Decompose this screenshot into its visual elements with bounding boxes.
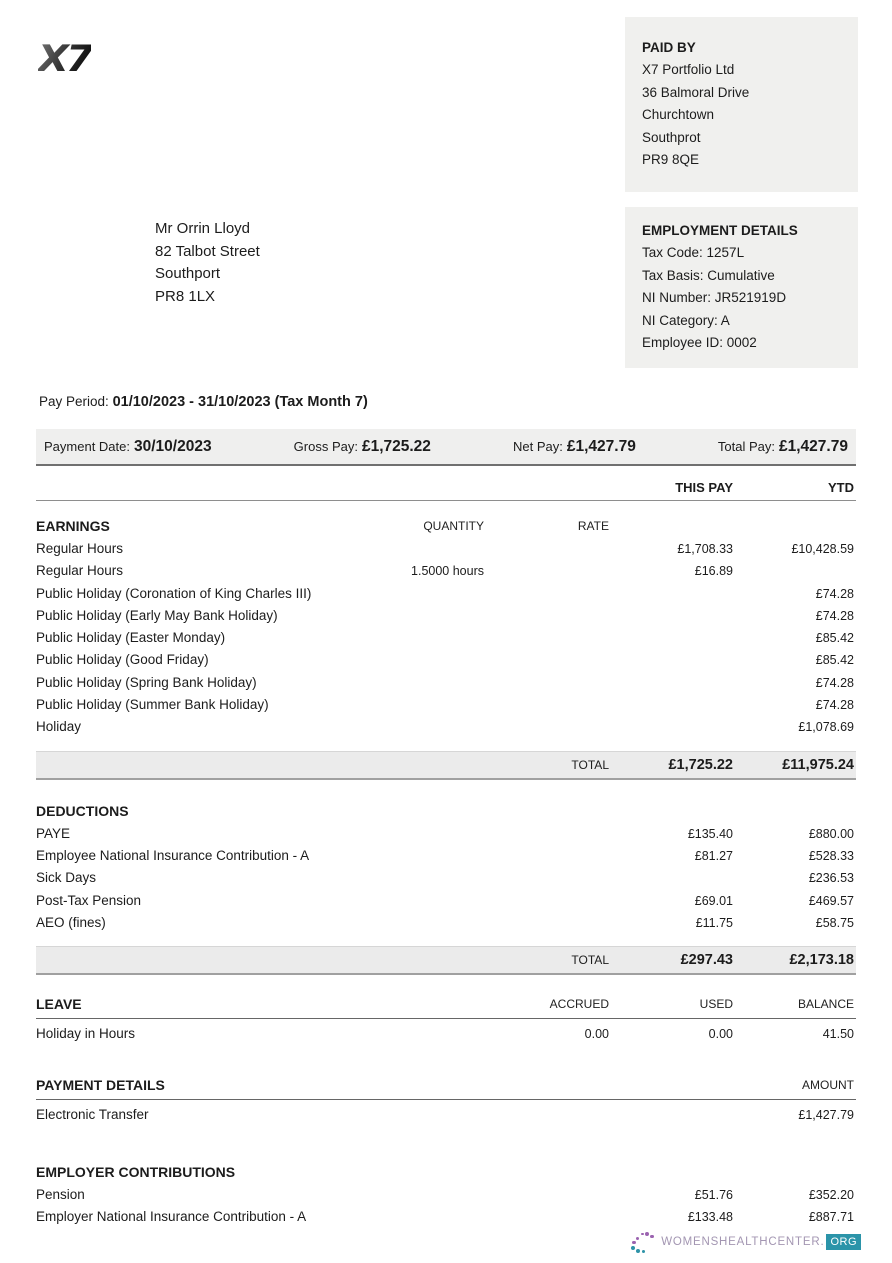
earnings-total-this-pay: £1,725.22 [668,756,733,773]
pay-period-label: Pay Period: [39,394,109,409]
ytd-cell: £880.00 [808,826,854,841]
used-header: USED [699,997,733,1012]
payslip-table [36,479,856,1228]
employee-street: 82 Talbot Street [155,242,260,260]
this-pay-cell: £1,708.33 [677,542,733,556]
deduction-row [36,890,856,912]
payment-date: Payment Date: 30/10/2023 [44,437,212,455]
earnings-row [36,583,856,605]
ytd-cell: £74.28 [815,675,854,690]
deductions-total-row [36,946,856,975]
this-pay-cell: £11.75 [695,915,733,930]
total-label: TOTAL [571,953,609,968]
ytd-cell: £469.57 [808,893,854,908]
this-pay-cell: £69.01 [694,893,733,908]
deduction-row [36,912,856,934]
paid-by-street: 36 Balmoral Drive [642,84,750,100]
earnings-row [36,716,856,738]
paid-by-company: X7 Portfolio Ltd [642,62,735,78]
this-pay-cell: £51.76 [694,1187,733,1202]
payment-details-header-row [36,1075,856,1100]
total-pay: Total Pay: £1,427.79 [717,437,848,455]
deduction-row [36,823,856,845]
paid-by-town: Southprot [642,129,701,145]
this-pay-cell [609,694,733,716]
ni-number: NI Number: JR521919D [642,290,787,306]
quantity-header: QUANTITY [423,519,484,533]
this-pay-cell: £133.48 [687,1210,733,1225]
paid-by-title: PAID BY [642,40,696,55]
this-pay-cell [609,716,733,738]
ytd-cell: £85.42 [815,653,854,668]
deduction-row-label: AEO (fines) [36,914,106,930]
paid-by-postcode: PR9 8QE [642,152,700,168]
net-pay: Net Pay: £1,427.79 [513,437,636,455]
leave-row-label: Holiday in Hours [36,1026,136,1042]
this-pay-cell [609,867,733,889]
ytd-header: YTD [828,480,854,495]
payment-row [36,1104,856,1126]
accrued-header: ACCRUED [549,997,609,1012]
footer-site-tld: ORG [826,1234,861,1250]
employee-postcode: PR8 1LX [155,287,216,305]
balance-cell: 41.50 [822,1027,854,1042]
ytd-cell: £74.28 [815,608,854,623]
this-pay-cell: £135.40 [687,826,733,841]
leave-row [36,1023,856,1045]
employment-details-title: EMPLOYMENT DETAILS [642,223,798,238]
earnings-title: EARNINGS [36,518,110,534]
leave-header-row [36,994,856,1019]
ytd-cell: £236.53 [808,871,854,886]
employee-address [155,218,260,308]
contribution-row-label: Pension [36,1186,85,1202]
deductions-header-row [36,799,856,823]
employer-contribution-row [36,1184,856,1206]
amount-cell: £1,427.79 [798,1108,854,1123]
used-cell: 0.00 [708,1027,733,1042]
earnings-row-label: Public Holiday (Coronation of King Charles III) [36,585,312,601]
ni-category: NI Category: A [642,312,730,328]
rate-header: RATE [577,519,609,533]
ytd-cell: £85.42 [815,631,854,646]
earnings-row: Regular Hours 1.5000 hours £16.89 [36,560,856,582]
deductions-total-ytd: £2,173.18 [789,952,854,969]
earnings-row-label: Public Holiday (Easter Monday) [36,630,226,646]
footer-branding [631,1231,861,1253]
this-pay-cell [609,627,733,649]
employee-id: Employee ID: 0002 [642,335,757,351]
earnings-row-label: Regular Hours [36,563,124,579]
employer-contributions-title: EMPLOYER CONTRIBUTIONS [36,1163,236,1180]
earnings-row-label: Public Holiday (Summer Bank Holiday) [36,697,269,713]
ytd-cell [733,560,854,582]
earnings-header-row [36,514,856,538]
footer-site-name: WOMENSHEALTHCENTER. [661,1236,825,1248]
summary-bar [36,429,856,466]
this-pay-cell [609,605,733,627]
earnings-row-label: Holiday [36,719,82,735]
earnings-row [36,672,856,694]
ytd-cell: £528.33 [808,848,854,863]
this-pay-cell [609,672,733,694]
earnings-total-ytd: £11,975.24 [782,756,854,773]
ytd-cell: £74.28 [815,586,854,601]
earnings-row [36,694,856,716]
tax-code: Tax Code: 1257L [642,245,745,261]
employer-contributions-header-row [36,1160,856,1184]
employee-town: Southport [155,265,221,283]
employment-details-box [625,207,858,368]
this-pay-cell: £16.89 [694,564,733,579]
this-pay-cell [609,583,733,605]
ytd-cell: £10,428.59 [791,542,854,556]
deduction-row-label: Sick Days [36,870,97,886]
x7-logo: X7 [38,37,91,81]
pay-period-value: 01/10/2023 - 31/10/2023 (Tax Month 7) [112,394,368,410]
accrued-cell: 0.00 [584,1027,609,1042]
deduction-row-label: PAYE [36,825,71,841]
ytd-cell: £352.20 [808,1187,854,1202]
earnings-row-label: Public Holiday (Early May Bank Holiday) [36,607,278,623]
payment-details-title: PAYMENT DETAILS [36,1077,165,1094]
payment-row-label: Electronic Transfer [36,1107,149,1123]
earnings-row-label: Public Holiday (Spring Bank Holiday) [36,674,257,690]
contribution-row-label: Employer National Insurance Contribution - A [36,1209,307,1225]
tax-basis: Tax Basis: Cumulative [642,267,775,283]
earnings-row-label: Public Holiday (Good Friday) [36,652,209,668]
deduction-row-label: Post-Tax Pension [36,892,142,908]
ytd-cell: £1,078.69 [798,720,854,735]
earnings-row [36,649,856,671]
deduction-row [36,867,856,889]
pay-period [39,394,368,410]
amount-header: AMOUNT [802,1078,854,1093]
deductions-total-this-pay: £297.43 [680,952,733,969]
paid-by-locality: Churchtown [642,107,715,123]
ytd-cell: £58.75 [815,915,854,930]
employer-contribution-row [36,1206,856,1228]
this-pay-header: THIS PAY [675,480,733,495]
deduction-row-label: Employee National Insurance Contribution - A [36,847,310,863]
deductions-title: DEDUCTIONS [36,802,129,819]
column-header-row [36,479,856,501]
earnings-row [36,605,856,627]
earnings-row-label: Regular Hours [36,541,124,556]
leave-title: LEAVE [36,996,82,1013]
paid-by-box [625,17,858,192]
womenshealthcenter-logo-icon [631,1232,658,1253]
ytd-cell: £887.71 [808,1210,854,1225]
total-label: TOTAL [571,757,609,772]
earnings-total-row [36,751,856,780]
earnings-row [36,538,856,560]
gross-pay: Gross Pay: £1,725.22 [293,437,431,455]
ytd-cell: £74.28 [815,698,854,713]
employee-name: Mr Orrin Lloyd [155,220,251,237]
this-pay-cell: £81.27 [694,848,733,863]
this-pay-cell [609,649,733,671]
deduction-row [36,845,856,867]
earnings-row [36,627,856,649]
balance-header: BALANCE [797,997,854,1012]
